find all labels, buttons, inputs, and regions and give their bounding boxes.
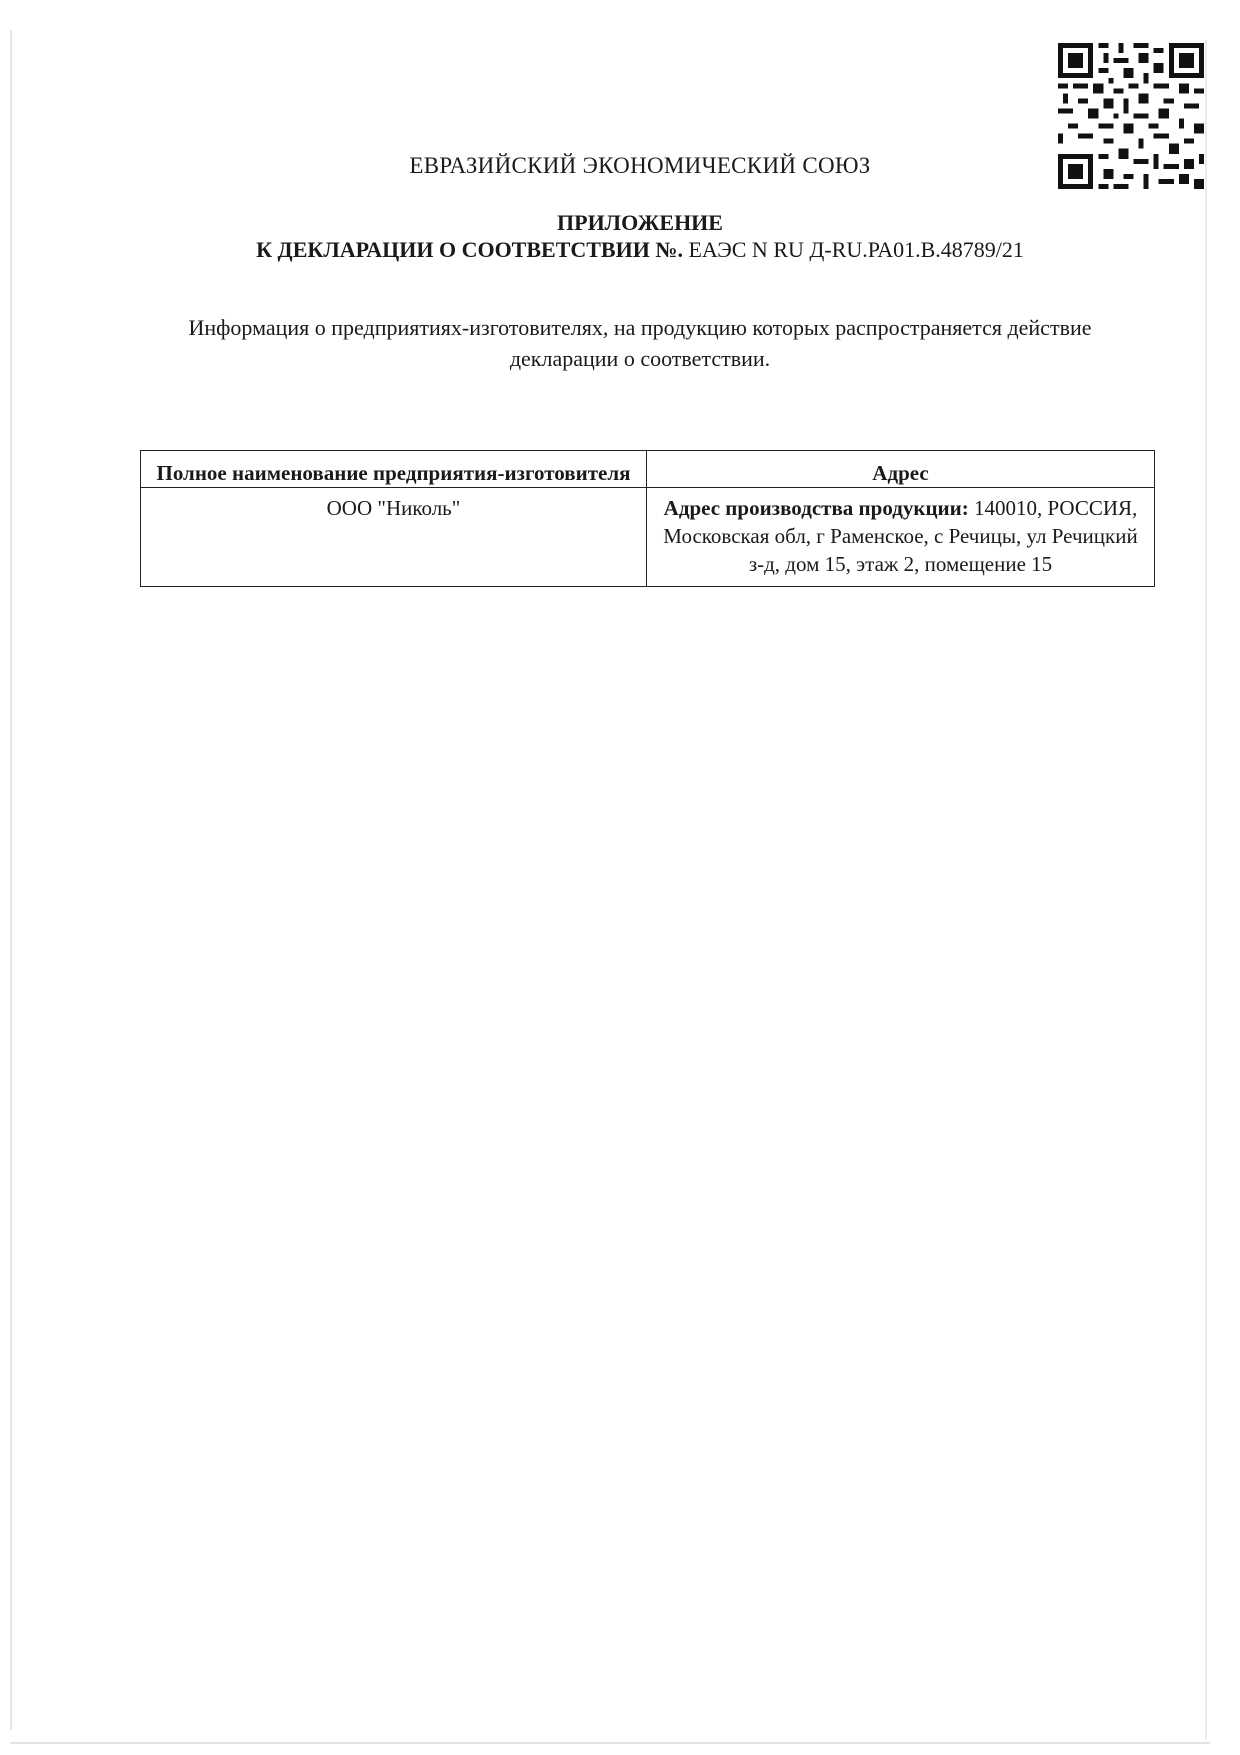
table-header-row — [141, 451, 1155, 488]
header-name: Полное наименование предприятия-изготовителя — [141, 451, 647, 488]
declaration-prefix: К ДЕКЛАРАЦИИ О СООТВЕТСТВИИ №. — [256, 237, 683, 262]
table-row — [141, 488, 1155, 587]
page-edge-left — [10, 30, 12, 1730]
header-address: Адрес — [646, 451, 1154, 488]
manufacturer-address — [646, 488, 1154, 587]
address-value: 140010, РОССИЯ, Московская обл, г Раменское, с Речицы, ул Речицкий з-д, дом 15, этаж 2, помещение 15 — [663, 496, 1138, 576]
page-edge-right — [1205, 40, 1207, 1740]
appendix-title: ПРИЛОЖЕНИЕ — [557, 210, 723, 235]
manufacturer-name: ООО "Николь" — [141, 488, 647, 587]
address-label: Адрес производства продукции: — [663, 496, 969, 520]
declaration-line — [0, 237, 1240, 263]
declaration-number: ЕАЭС N RU Д-RU.РА01.В.48789/21 — [688, 237, 1024, 262]
page-edge-bottom — [10, 1742, 1210, 1744]
union-title: ЕВРАЗИЙСКИЙ ЭКОНОМИЧЕСКИЙ СОЮЗ — [409, 153, 871, 178]
manufacturers-table — [140, 450, 1155, 587]
info-text: Информация о предприятиях-изготовителях, на продукцию которых распространяется действие декларации о соответствии. — [188, 315, 1092, 371]
